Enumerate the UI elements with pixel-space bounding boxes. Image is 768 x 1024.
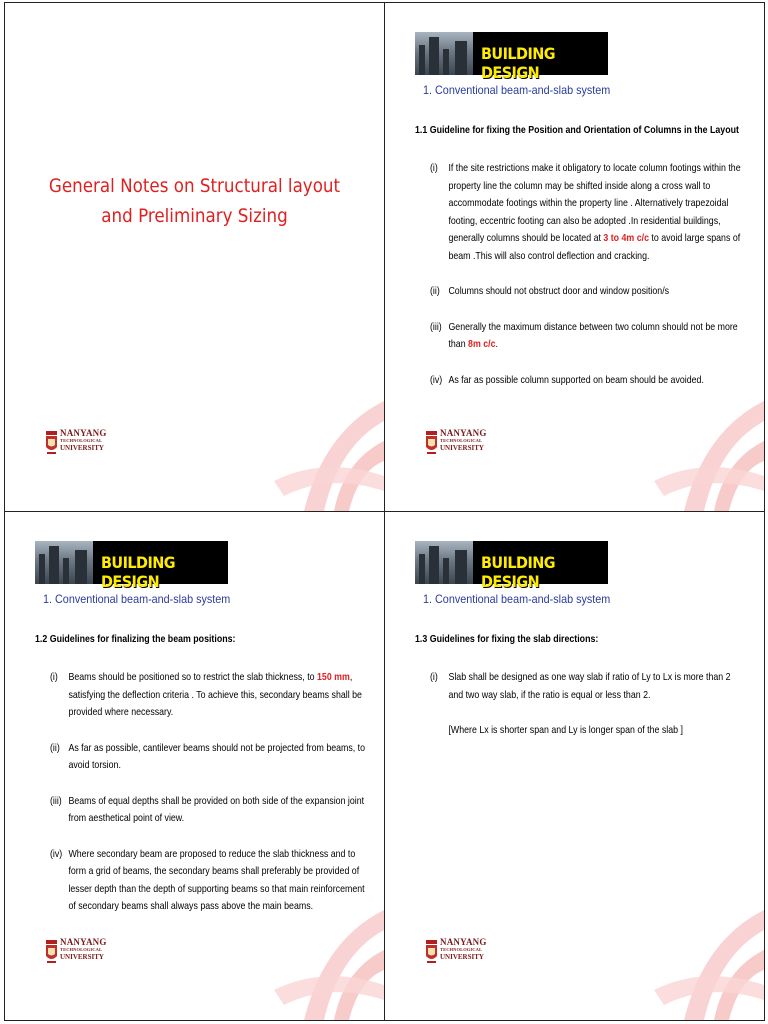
banner-title: BUILDING DESIGN <box>101 553 176 591</box>
slab-note: [Where Lx is shorter span and Ly is longer span of the slab ] <box>448 724 683 736</box>
list-item <box>429 283 746 301</box>
logo-nanyang: NANYANG <box>60 428 107 438</box>
crest-icon <box>425 429 438 461</box>
title-line-1: General Notes on Structural layout <box>48 175 341 197</box>
guideline-list <box>429 669 746 740</box>
highlighted-value: 8m c/c <box>468 338 496 350</box>
crest-icon <box>425 938 438 970</box>
section-heading: 1. Conventional beam-and-slab system <box>43 592 231 606</box>
list-item-text: Beams of equal depths shall be provided on both side of the expansion joint from aesthetical point of view. <box>68 794 365 824</box>
list-item-number: (i) <box>429 162 438 174</box>
section-heading: 1. Conventional beam-and-slab system <box>423 83 611 97</box>
logo-technological: TECHNOLOGICAL <box>60 438 103 443</box>
title-line-2: and Preliminary Sizing <box>101 205 288 227</box>
logo-university: UNIVERSITY <box>440 443 484 452</box>
list-item <box>429 160 746 265</box>
building-design-banner <box>415 541 608 591</box>
list-item <box>429 319 746 354</box>
list-item <box>49 740 366 775</box>
decorative-swoosh <box>614 870 764 1020</box>
list-item-text: Slab shall be designed as one way slab if ratio of Ly to Lx is more than 2 and two way slab, if the ratio is equal or less than 2. <box>448 671 731 701</box>
banner-title: BUILDING DESIGN <box>481 553 556 591</box>
building-design-banner <box>35 541 228 591</box>
university-logo <box>425 429 515 461</box>
list-item <box>49 793 366 828</box>
list-item-text-continued: , satisfying the deflection criteria . To achieve this, secondary beams shall be provided where necessary. <box>68 671 362 718</box>
list-item-text: Generally the maximum distance between two column should not be more than <box>448 320 738 350</box>
list-item-number: (iv) <box>429 373 443 386</box>
slide-beams <box>4 511 385 1021</box>
university-logo <box>45 429 135 461</box>
list-item-number: (i) <box>429 671 438 683</box>
logo-university: UNIVERSITY <box>60 443 104 452</box>
list-item <box>429 669 746 704</box>
list-item-text: As far as possible column supported on beam should be avoided. <box>448 373 704 386</box>
list-item-number: (iii) <box>49 794 62 807</box>
list-item-number: (iii) <box>429 320 442 333</box>
list-item-text: If the site restrictions make it obligatory to locate column footings within the property line the column may be shifted inside along a cross wall to accommodate footings within the property line . Alternatively trapezoidal footing, eccentric footing can also be adopted .In residential buildings, generally columns should be located at <box>448 162 741 244</box>
sub-heading: 1.1 Guideline for fixing the Position and Orientation of Columns in the Layout <box>415 124 739 136</box>
logo-university: UNIVERSITY <box>440 952 484 961</box>
highlighted-value: 150 mm <box>317 671 350 683</box>
crest-icon <box>45 938 58 970</box>
sub-heading: 1.3 Guidelines for fixing the slab directions: <box>415 633 599 645</box>
list-item-text: Columns should not obstruct door and window position/s <box>448 285 670 297</box>
list-item-number: (ii) <box>429 285 440 297</box>
highlighted-value: 3 to 4m c/c <box>603 232 649 244</box>
logo-nanyang: NANYANG <box>440 937 487 947</box>
crest-icon <box>45 429 58 461</box>
slide-title <box>4 2 385 512</box>
university-logo <box>45 938 135 970</box>
section-heading: 1. Conventional beam-and-slab system <box>423 592 611 606</box>
list-item-text-continued: . <box>495 338 498 350</box>
list-item-text-continued: to avoid large spans of beam .This will also control deflection and cracking. <box>448 232 741 262</box>
list-item-number: (i) <box>49 671 58 683</box>
logo-nanyang: NANYANG <box>440 428 487 438</box>
decorative-swoosh <box>234 361 384 511</box>
sub-heading: 1.2 Guidelines for finalizing the beam positions: <box>35 633 236 645</box>
building-design-banner <box>415 32 608 82</box>
list-item-text: As far as possible, cantilever beams should not be projected from beams, to avoid torsion. <box>68 741 366 771</box>
slide-columns <box>384 2 765 512</box>
list-item <box>49 669 366 722</box>
logo-technological: TECHNOLOGICAL <box>440 947 483 952</box>
list-item-number: (iv) <box>49 847 63 860</box>
logo-university: UNIVERSITY <box>60 952 104 961</box>
banner-title: BUILDING DESIGN <box>481 44 556 82</box>
slide-title-text <box>45 171 343 231</box>
logo-nanyang: NANYANG <box>60 937 107 947</box>
university-logo <box>425 938 515 970</box>
decorative-swoosh <box>614 361 764 511</box>
list-item-text: Beams should be positioned so to restrict the slab thickness, to <box>68 671 318 683</box>
logo-technological: TECHNOLOGICAL <box>60 947 103 952</box>
logo-technological: TECHNOLOGICAL <box>440 438 483 443</box>
slide-slabs <box>384 511 765 1021</box>
decorative-swoosh <box>234 870 384 1020</box>
list-item-number: (ii) <box>49 741 60 754</box>
list-item-text: Where secondary beam are proposed to reduce the slab thickness and to form a grid of beams, the secondary beams shall preferably be provided of lesser depth than the depth of supporting beams so that main reinforcement of secondary beams shall always pass above the main beams. <box>68 847 365 912</box>
